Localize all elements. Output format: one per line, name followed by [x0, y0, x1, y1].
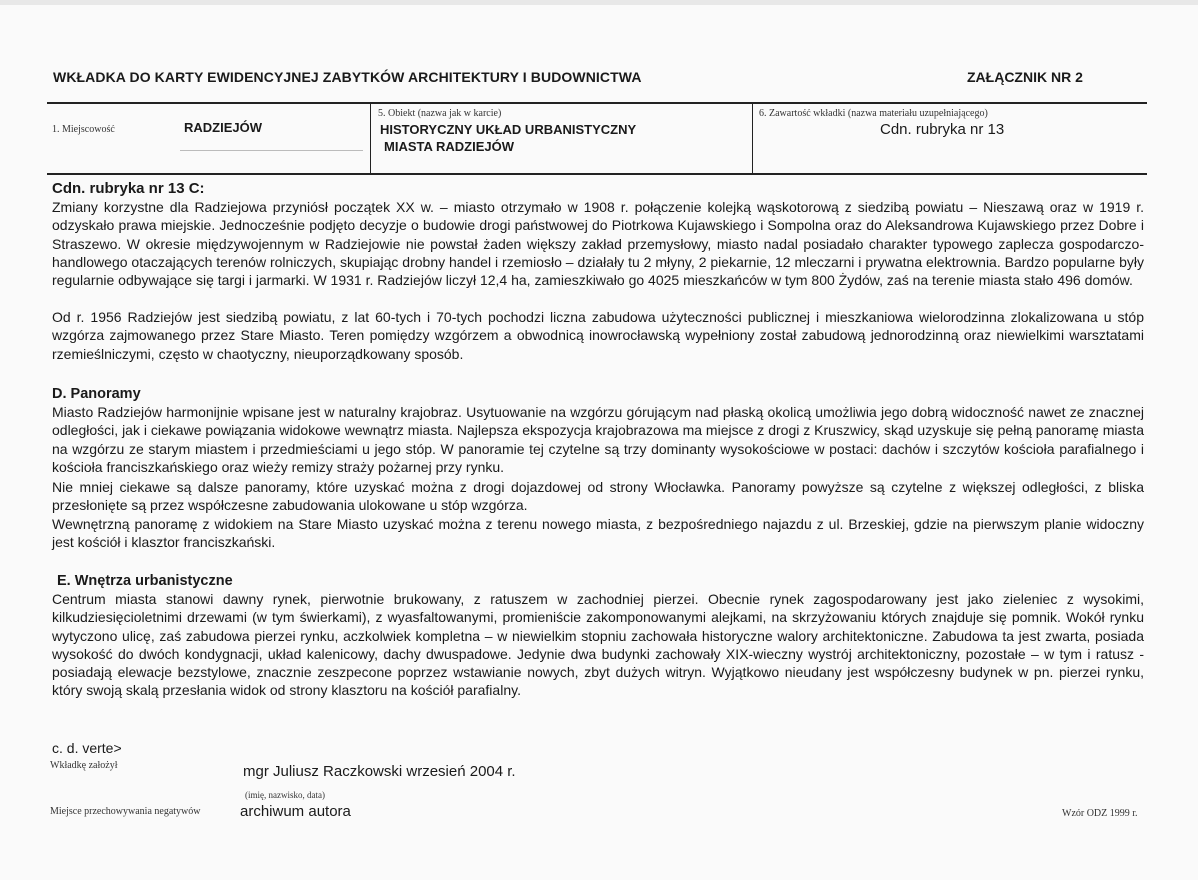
table-bottom-rule	[47, 173, 1147, 175]
section-c-title: Cdn. rubryka nr 13 C:	[52, 180, 205, 197]
template-label: Wzór ODZ 1999 r.	[1062, 808, 1138, 819]
section-d-paragraph-2: Nie mniej ciekawe są dalsze panoramy, które uzyskać można z drogi dojazdowej od strony Włocławka. Panoramy powyższe są czytelne z większej odległości, z bliska przesłonięte są przez współczesne zabudowania ulokowane u stóp wzgórza.	[52, 479, 1144, 514]
founder-value: mgr Juliusz Raczkowski wrzesień 2004 r.	[243, 763, 516, 780]
section-e-title: E. Wnętrza urbanistyczne	[57, 573, 233, 589]
location-label: 1. Miejscowość	[52, 124, 115, 135]
annex-label: ZAŁĄCZNIK NR 2	[967, 69, 1083, 85]
founder-label: Wkładkę założył	[50, 760, 118, 771]
location-value: RADZIEJÓW	[184, 120, 262, 135]
section-c-paragraph-1: Zmiany korzystne dla Radziejowa przyniósł początek XX w. – miasto otrzymało w 1908 r. połączenie kolejką wąskotorową z siedzibą powiatu – Nieszawą oraz w 1919 r. odzyskało prawa miejskie. Jednocześnie podjęto decyzje o budowie drogi państwowej do Piotrkowa Kujawskiego i Sompolna oraz do Aleksandrowa Kujawskiego przez Dobre i Straszewo. W okresie międzywojennym w Radziejowie nie powstał żaden większy zakład przemysłowy, miasto nadal posiadało charakter typowego zaplecza gospodarczo-handlowego otaczających terenów rolniczych, skupiając drobny handel i rzemiosło – działały tu 2 młyny, 2 piekarnie, 12 mleczarni i prywatna elektrownia. Bardzo popularne były regularnie odbywające się targi i jarmarki. W 1931 r. Radziejów liczył 12,4 ha, zamieszkiwało go 4025 mieszkańców w tym 800 Żydów, zaś na terenie miasta stało 496 domów.	[52, 199, 1144, 289]
table-top-rule	[47, 102, 1147, 104]
founder-hint: (imię, nazwisko, data)	[245, 790, 325, 800]
section-d-title: D. Panoramy	[52, 386, 141, 402]
object-value-line-1: HISTORYCZNY UKŁAD URBANISTYCZNY	[380, 122, 637, 137]
content-label: 6. Zawartość wkładki (nazwa materiału uzupełniającego)	[759, 108, 988, 119]
verte-note: c. d. verte>	[52, 740, 122, 756]
object-label: 5. Obiekt (nazwa jak w karcie)	[378, 108, 502, 119]
table-divider-1	[370, 103, 371, 174]
document-title: WKŁADKA DO KARTY EWIDENCYJNEJ ZABYTKÓW ARCHITEKTURY I BUDOWNICTWA	[53, 69, 642, 85]
section-d-paragraph-3: Wewnętrzną panoramę z widokiem na Stare Miasto uzyskać można z terenu nowego miasta, z bezpośredniego najazdu z ul. Brzeskiej, gdzie na pierwszym planie widoczny jest kościół i klasztor franciszkański.	[52, 516, 1144, 551]
location-underline	[180, 150, 363, 151]
storage-value: archiwum autora	[240, 803, 351, 820]
table-divider-2	[752, 103, 753, 174]
storage-label: Miejsce przechowywania negatywów	[50, 806, 201, 817]
section-e-paragraph-1: Centrum miasta stanowi dawny rynek, pierwotnie brukowany, z ratuszem w zachodniej pierzei. Obecnie rynek zagospodarowany jest jako zieleniec z wysokimi, kilkudziesięcioletnimi drzewami (w tym świerkami), z wyasfaltowanymi, promieniście zakomponowanymi alejkami, na skrzyżowaniu których znajduje się pomnik. Wokół rynku wytyczono ulicę, zaś zabudowa pierzei rynku, aczkolwiek kompletna – w niewielkim stopniu zachowała historyczne walory architektoniczne. Zabudowa ta jest zwarta, posiada wysokość do dwóch kondygnacji, układ kalenicowy, dachy dwuspadowe. Jedynie dwa budynki zachowały XIX-wieczny wystrój architektoniczny, pozostałe – w tym i ratusz - posiadają elewacje bezstylowe, znacznie zeszpecone poprzez wstawianie nowych, zbyt dużych witryn. Wyjątkowo nieudany jest współczesny budynek w pn. pierzei rynku, który swoją skalą przesłania widok od strony klasztoru na kościół parafialny.	[52, 591, 1144, 699]
section-c-paragraph-2: Od r. 1956 Radziejów jest siedzibą powiatu, z lat 60-tych i 70-tych pochodzi liczna zabudowa użyteczności publicznej i mieszkaniowa wielorodzinna zlokalizowana u stóp wzgórza zajmowanego przez Stare Miasto. Teren pomiędzy wzgórzem a obwodnicą inowrocławską wypełniony został zabudową jednorodzinną oraz niewielkimi warsztatami rzemieślniczymi, często w chaotyczny, nieuporządkowany sposób.	[52, 309, 1144, 362]
object-value-line-2: MIASTA RADZIEJÓW	[384, 139, 514, 154]
top-edge	[0, 0, 1198, 5]
section-d-paragraph-1: Miasto Radziejów harmonijnie wpisane jest w naturalny krajobraz. Usytuowanie na wzgórzu górującym nad płaską okolicą umożliwia jego dobrą widoczność nawet ze znacznej odległości, jak i ciekawe powiązania widokowe wewnątrz miasta. Najlepsza ekspozycja krajobrazowa ma miejsce z drogi z Kruszwicy, skąd uzyskuje się pełną panoramę miasta na wzgórzu ze starym miastem i przedmieściami u jego stóp. W panoramie tej czytelne są trzy dominanty wysokościowe w postaci: dachów i szczytów kościoła parafialnego i kościoła franciszkańskiego oraz wieży remizy straży pożarnej przy rynku.	[52, 404, 1144, 475]
content-value: Cdn. rubryka nr 13	[880, 121, 1005, 138]
